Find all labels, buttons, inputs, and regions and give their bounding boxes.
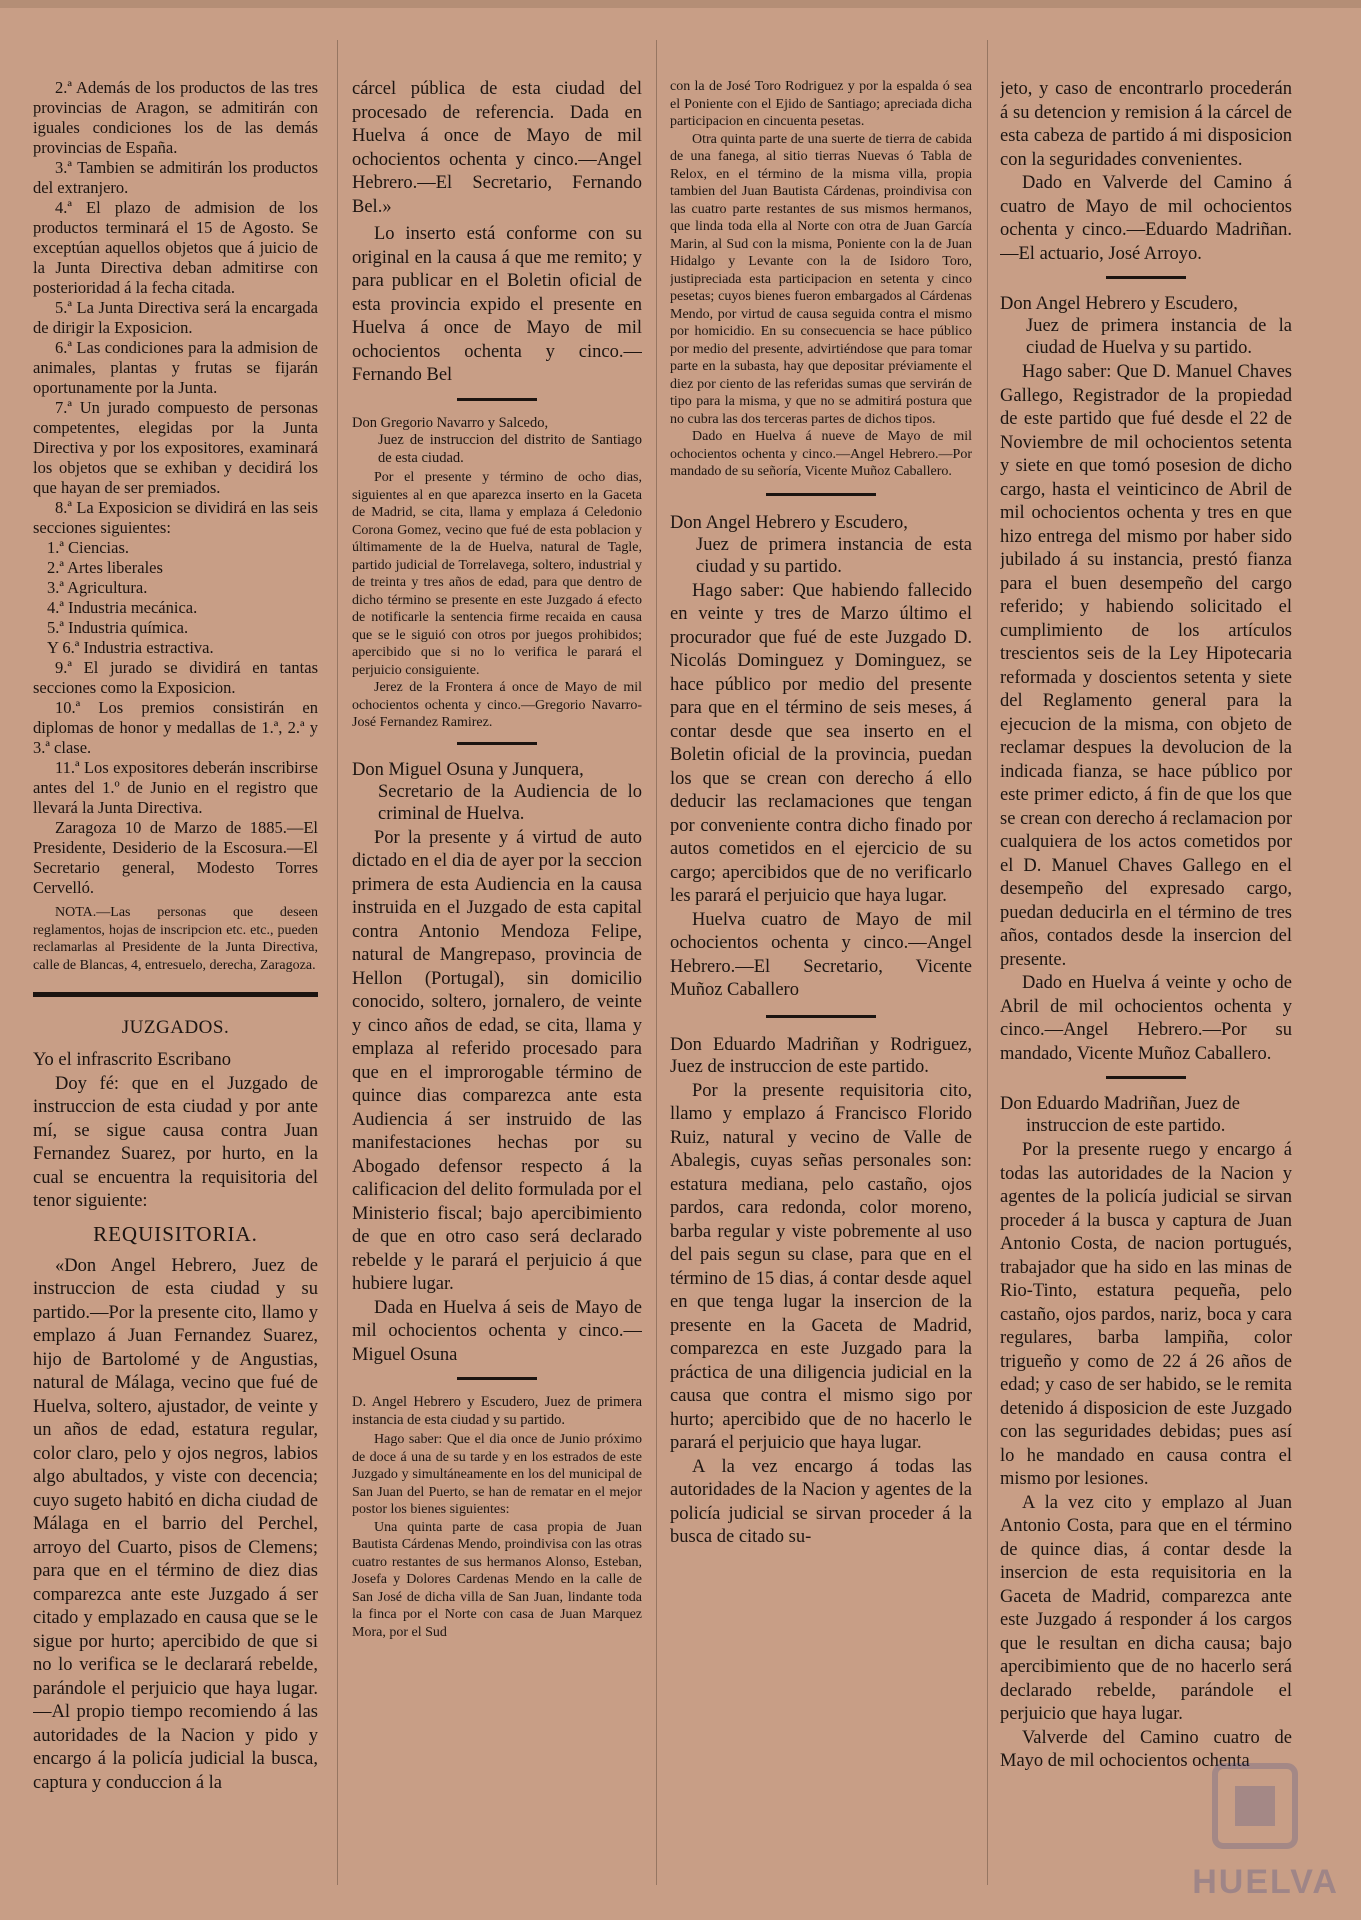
text-paragraph: jeto, y caso de encontrarlo procederán á su detencion y remision á la cárcel de esta cabeza de partido á mi disposicion con la seguridades convenientes. (1000, 79, 1292, 170)
text-paragraph: 4.ª El plazo de admision de los productos terminará el 15 de Agosto. Se exceptúan aquellos objetos que á juicio de la Junta Directiva deban admitirse con posterioridad á la fecha citada. (33, 198, 318, 297)
text-paragraph: 7.ª Un jurado compuesto de personas competentes, elegidas por la Junta Directiva y por los expositores, examinará los objetos que se exhiban y decidirá los que hayan de ser premiados. (33, 398, 318, 497)
notice-heading-title: Secretario de la Audiencia de lo criminal de Huelva. (378, 781, 642, 824)
section-divider (33, 992, 318, 997)
notice-heading-title: Juez de primera instancia de la ciudad de Huelva y su partido. (1026, 316, 1292, 358)
text-paragraph: Por el presente y término de ocho dias, siguientes al en que aparezca inserto en la Gaceta de Madrid, se cita, llama y emplaza á Celedonio Corona Gomez, vecino que fué de esta poblacion y últimamente de la de Huelva, natural de Tagle, partido judicial de Torrelavega, soltero, industrial y de treinta y tres años de edad, para que dentro de dicho término se presente en este Juzgado á efecto de notificarle la sentencia firme recaida en causa que se le siguió con otros por juegos prohibidos; apercibido que si no lo verifica le parará el perjuicio consiguiente. (352, 470, 642, 678)
text-paragraph: Una quinta parte de casa propia de Juan Bautista Cárdenas Mendo, proindivisa con las otras cuatro restantes de sus hermanos Alonso, Esteban, Josefa y Dolores Cardenas Mendo en la calle de San José de dicha villa de San Juan, lindante toda la finca por el Norte con casa de Juan Marquez Mora, por el Sud (352, 1519, 642, 1640)
text-paragraph: Por la presente requisitoria cito, llamo y emplazo á Francisco Florido Ruiz, natural y vecino de Valle de Abalegis, cuyas señas personales son: estatura mediana, pelo castaño, ojos pardos, cara redonda, color moreno, barba regular y viste pobremente al uso del pais segun su clase, para que en el término de 15 dias, á contar desde aquel en que tenga lugar la insercion de la presente en la Gaceta de Madrid, comparezca en este Juzgado para la práctica de una diligencia judicial en la causa que contra el mismo sigo por hurto; apercibido que de no hacerlo le parará el perjuicio que haya lugar. (670, 1080, 972, 1453)
notice-heading (352, 759, 642, 825)
notice-heading-name: Don Angel Hebrero y Escudero, (1000, 294, 1238, 314)
notice-heading (670, 512, 972, 578)
column-divider (987, 40, 988, 1885)
text-paragraph: Jerez de la Frontera á once de Mayo de mil ochocientos ochenta y cinco.—Gregorio Navarro-José Fernandez Ramirez. (352, 680, 642, 730)
list-item: 3.ª Agricultura. (47, 578, 148, 597)
section-divider (457, 742, 537, 745)
text-paragraph: A la vez encargo á todas las autoridades de la Nacion y agentes de la policía judicial se sirvan proceder á la busca de citado su- (670, 1456, 972, 1547)
section-divider (1106, 276, 1186, 279)
column-divider (656, 40, 657, 1885)
text-paragraph: Yo el infrascrito Escribano (33, 1050, 231, 1070)
notice-heading-title: Juez de primera instancia de esta ciudad y su partido. (696, 534, 972, 577)
text-paragraph: cárcel pública de esta ciudad del procesado de referencia. Dada en Huelva á once de Mayo de mil ochocientos ochenta y cinco.—Angel Hebrero.—El Secretario, Fernando Bel.» (352, 79, 642, 217)
text-paragraph: A la vez cito y emplazo al Juan Antonio Costa, para que en el término de quince dias, á contar desde la insercion de esta requisitoria en la Gaceta de Madrid, comparezca ante este Juzgado á responder á los cargos que le resultan en dicha causa; bajo apercibimiento que de no hacerlo será declarado rebelde, parándole el perjuicio que haya lugar. (1000, 1492, 1292, 1724)
text-paragraph: 8.ª La Exposicion se dividirá en las seis secciones siguientes: (33, 498, 318, 537)
section-divider (766, 1015, 876, 1018)
column-2 (352, 78, 642, 1641)
notice-heading-title: Juez de instruccion del distrito de Santiago de esta ciudad. (378, 432, 642, 466)
section-divider (457, 398, 537, 401)
list-item: 1.ª Ciencias. (47, 538, 129, 557)
text-paragraph: con la de José Toro Rodriguez y por la espalda ó sea el Poniente con el Ejido de Santiago; apreciada dicha participacion en cincuenta pesetas. (670, 79, 972, 129)
notice-heading-title: instruccion de este partido. (1026, 1116, 1226, 1136)
column-4 (1000, 78, 1292, 1774)
text-paragraph: Dado en Huelva á nueve de Mayo de mil ochocientos ochenta y cinco.—Angel Hebrero.—Por mandado de su señoría, Vicente Muñoz Caballero. (670, 429, 972, 479)
list-item: 4.ª Industria mecánica. (47, 598, 198, 617)
text-paragraph: Hago saber: Que el dia once de Junio próximo de doce á una de su tarde y en los estrados de este Juzgado y simultáneamente en los del municipal de San Juan del Puerto, se han de rematar en el mejor postor los bienes siguientes: (352, 1432, 642, 1517)
sections-list (33, 538, 318, 658)
text-paragraph: Huelva cuatro de Mayo de mil ochocientos ochenta y cinco.—Angel Hebrero.—El Secretario, Vicente Muñoz Caballero (670, 909, 972, 1000)
text-paragraph: Por la presente ruego y encargo á todas las autoridades de la Nacion y agentes de la policía judicial se sirvan proceder á la busca y captura de Juan Antonio Costa, de nacion portugués, trabajador que ha sido en las minas de Rio-Tinto, estatura pequeña, pelo castaño, ojos pardos, nariz, boca y cara regulares, barba lampiña, color trigueño y como de 22 á 26 años de edad; y caso de ser habido, se le remita detenido á disposicion de este Juzgado con las seguridades debidas; pues así lo he mandado en causa contra el mismo por lesiones. (1000, 1140, 1292, 1489)
text-paragraph: Otra quinta parte de una suerte de tierra de cabida de una fanega, al sitio tierras Nuevas ó Tabla de Relox, en el término de la misma villa, propia tambien del Juan Bautista Cárdenas, proindivisa con las cuatro parte restantes de sus mismos hermanos, que linda toda ella al Norte con otra de Juan García Marin, al Sud con la misma, Poniente con la de Juan Hidalgo y Levante con la de Isidoro Toro, justipreciada esta participacion en setenta y cinco pesetas; cuyos bienes fueron embargados al Cárdenas Mendo, por virtud de causa seguida contra el mismo por homicidio. En su consecuencia se hace público por medio del presente, advirtiéndose que para tomar parte en la subasta, hay que depositar préviamente el diez por ciento de las referidas sumas que servirán de tipo para la misma, y que no se admitirá postura que no cubra las dos terceras partes de dichos tipos. (670, 131, 972, 427)
text-paragraph: Zaragoza 10 de Marzo de 1885.—El Presidente, Desiderio de la Escosura.—El Secretario general, Modesto Torres Cervelló. (33, 818, 318, 897)
text-paragraph: 6.ª Las condiciones para la admision de animales, plantas y frutas se fijarán oportunamente por la Junta. (33, 338, 318, 397)
text-paragraph: Por la presente y á virtud de auto dictado en el dia de ayer por la seccion primera de esta Audiencia en la causa instruida en el Juzgado de esta capital contra Antonio Mendoza Felipe, natural de Mangrepaso, provincia de Hellon (Portugal), sin domicilio conocido, soltero, jornalero, de veinte y cinco años de edad, se cita, llama y emplaza al referido procesado para que en el improrogable término de quince dias comparezca ante esta Audiencia á ser instruido de las manifestaciones hechas por su Abogado defensor respecto á la calificacion del delito formulada por el Ministerio fiscal; bajo apercibimiento de que en otro caso será declarado rebelde y le parará el perjuicio á que hubiere lugar. (352, 827, 642, 1294)
notice-heading (1000, 1093, 1292, 1137)
text-paragraph: 3.ª Tambien se admitirán los productos del extranjero. (33, 158, 318, 197)
notice-heading (352, 415, 642, 468)
text-paragraph: 5.ª La Junta Directiva será la encargada de dirigir la Exposicion. (33, 298, 318, 337)
section-divider (766, 493, 876, 496)
text-paragraph: Dado en Huelva á veinte y ocho de Abril de mil ochocientos ochenta y cinco.—Angel Hebrero.—Por su mandado, Vicente Muñoz Caballero. (1000, 973, 1292, 1064)
watermark-text: HUELVA (1192, 1863, 1339, 1901)
notice-heading (1000, 293, 1292, 359)
requisitoria-title: REQUISITORIA. (93, 1221, 258, 1246)
notice-heading-name: Don Gregorio Navarro y Salcedo, (352, 414, 549, 431)
column-1 (33, 78, 318, 1795)
list-item: 2.ª Artes liberales (47, 558, 163, 577)
text-paragraph: Dado en Valverde del Camino á cuatro de Mayo de mil ochocientos ochenta y cinco.—Eduardo Madriñan.—El actuario, José Arroyo. (1000, 173, 1292, 264)
notice-heading-name: Don Eduardo Madriñan, Juez de (1000, 1094, 1240, 1114)
notice-heading-name: Don Angel Hebrero y Escudero, (670, 512, 908, 533)
nota-paragraph: NOTA.—Las personas que deseen reglamentos, hojas de inscripcion etc. etc., pueden reclamarlas al Presidente de la Junta Directiva, calle de Blancas, 4, entresuelo, derecha, Zaragoza. (33, 905, 318, 973)
text-paragraph: 11.ª Los expositores deberán inscribirse antes del 1.º de Junio en el registro que llevará la Junta Directiva. (33, 758, 318, 817)
section-divider (457, 1377, 537, 1380)
text-paragraph: Valverde del Camino cuatro de Mayo de mil ochocientos ochenta (1000, 1727, 1292, 1771)
section-divider (1106, 1076, 1186, 1079)
text-paragraph: Hago saber: Que D. Manuel Chaves Gallego, Registrador de la propiedad de este partido que fué desde el 22 de Noviembre de mil ochocientos setenta y siete en que tomó posesion de dicho cargo, hasta el veinticinco de Abril de mil ochocientos ochenta y tres en que hizo entrega del mismo por haber sido jubilado á su instancia, prestó fianza para el buen desempeño del cargo referido; y habiendo solicitado el cumplimiento de los artículos trescientos seis de la Ley Hipotecaria reformada y doscientos setenta y siete del Reglamento general para la ejecucion de la misma, con objeto de reclamar despues la devolucion de la indicada fianza, se hace público por este primer edicto, á fin de que los que se crean con derecho á reclamacion por cualquiera de los actos cometidos por el D. Manuel Chaves Gallego en el desempeño del expresado cargo, puedan deducirla en el término de tres años, contados desde la insercion del presente. (1000, 362, 1292, 970)
text-paragraph: 9.ª El jurado se dividirá en tantas secciones como la Exposicion. (33, 658, 318, 697)
notice-heading: D. Angel Hebrero y Escudero, Juez de primera instancia de esta ciudad y su partido. (352, 1394, 642, 1428)
notice-heading-name: Don Miguel Osuna y Junquera, (352, 759, 584, 780)
text-paragraph: Hago saber: Que habiendo fallecido en veinte y tres de Marzo último el procurador que fué de este Juzgado D. Nicolás Dominguez y Dominguez, se hace público por medio del presente para que en el término de seis meses, á contar desde que sea inserto en el Boletin oficial de la provincia, puedan los que se crean con derecho á ello deducir las reclamaciones que tengan por conveniente contra dicho finado por autos cometidos en el ejercicio de su cargo; apercibidos que de no verificarlo les parará el perjuicio que haya lugar. (670, 580, 972, 906)
text-paragraph: Lo inserto está conforme con su original en la causa á que me remito; y para publicar en el Boletin oficial de esta provincia expido el presente en Huelva á once de Mayo de mil ochocientos ochenta y cinco.—Fernando Bel (352, 224, 642, 385)
column-3 (670, 78, 972, 1550)
notice-heading: Don Eduardo Madriñan y Rodriguez, Juez de instruccion de este partido. (670, 1034, 972, 1077)
list-item: Y 6.ª Industria estractiva. (47, 638, 214, 657)
text-paragraph: 10.ª Los premios consistirán en diplomas de honor y medallas de 1.ª, 2.ª y 3.ª clase. (33, 698, 318, 757)
page-top-edge (0, 0, 1361, 8)
list-item: 5.ª Industria química. (47, 618, 189, 637)
column-divider (337, 40, 338, 1885)
text-paragraph: «Don Angel Hebrero, Juez de instruccion de esta ciudad y su partido.—Por la presente cito, llamo y emplazo á Juan Fernandez Suarez, hijo de Bartolomé y de Angustias, natural de Málaga, vecino que fué de Huelva, soltero, ajustador, de veinte y un años de edad, estatura regular, color claro, pelo y ojos negros, labios algo abultados, y viste con decencia; cuyo sugeto habitó en dicha ciudad de Málaga en el barrio del Perchel, arroyo del Cuarto, pisos de Clemens; para que en el término de diez dias comparezca ante este Juzgado á ser citado y emplazado en causa que se le sigue por hurto; apercibido de que si no lo verifica se le declarará rebelde, parándole el perjuicio que haya lugar.—Al propio tiempo recomiendo á las autoridades de la Nacion y pido y encargo á la policía judicial la busca, captura y conduccion á la (33, 1255, 318, 1793)
text-paragraph: 2.ª Además de los productos de las tres provincias de Aragon, se admitirán con iguales condiciones los de las demás provincias de España. (33, 78, 318, 157)
text-paragraph: Dada en Huelva á seis de Mayo de mil ochocientos ochenta y cinco.—Miguel Osuna (352, 1297, 642, 1365)
section-title: JUZGADOS. (121, 1017, 230, 1038)
text-paragraph: Doy fé: que en el Juzgado de instruccion de esta ciudad y por ante mí, se sigue causa contra Juan Fernandez Suarez, por hurto, en la cual se encuentra la requisitoria del tenor siguiente: (33, 1073, 318, 1211)
